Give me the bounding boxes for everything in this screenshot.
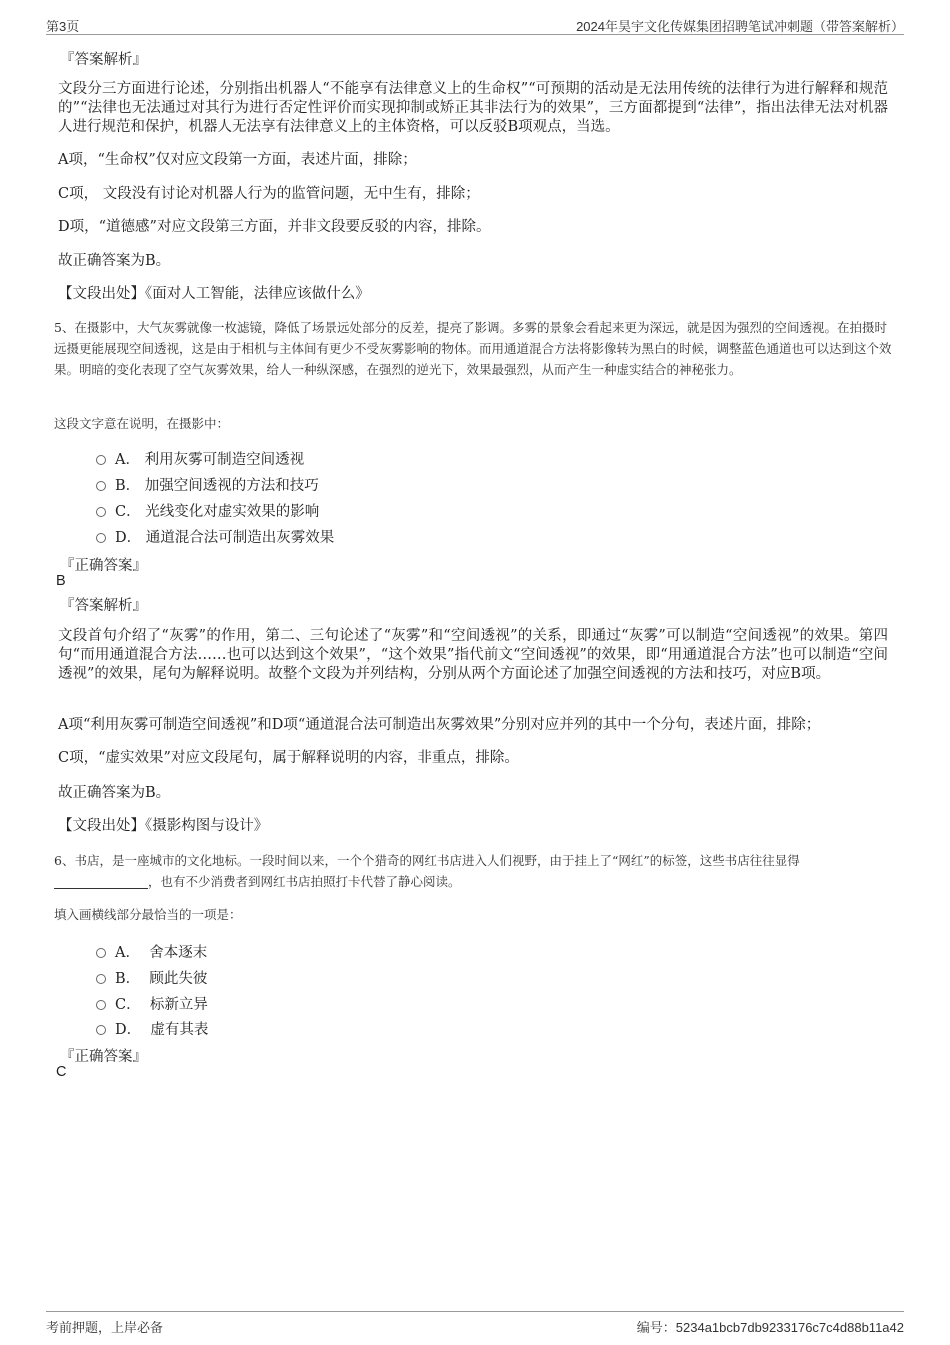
radio-button-icon[interactable] <box>96 507 106 517</box>
document-title: 2024年昊宇文化传媒集团招聘笔试冲刺题（带答案解析） <box>576 19 904 34</box>
analysis-text: 文段分三方面进行论述，分别指出机器人“不能享有法律意义上的生命权”“可预期的活动是无法用传统的法律行为进行解释和规范的”“法律也无法通过对其行为进行否定性评价而实现抑制或矫正其非法行为的效果”，三方面都提到“法律”，指出法律无法对机器人进行规范和保护，机器人无法享有法律意义上的主体资格，可以反驳B项观点，当选。 <box>58 81 888 135</box>
correct-answer: B <box>56 573 66 589</box>
option-a-note: A项，“生命权”仅对应文段第一方面，表述片面，排除； <box>58 152 417 168</box>
correct-answer: C <box>56 1064 67 1080</box>
radio-button-icon[interactable] <box>96 1000 106 1010</box>
radio-button-icon[interactable] <box>96 481 106 491</box>
option-c-note: C项， 文段没有讨论对机器人行为的监管问题，无中生有，排除； <box>58 186 480 202</box>
question-5-option-b[interactable]: B． 加强空间透视的方法和技巧 <box>96 474 319 496</box>
question-5-option-a[interactable]: A． 利用灰雾可制造空间透视 <box>96 448 304 470</box>
radio-button-icon[interactable] <box>96 455 106 465</box>
question-6-option-b[interactable]: B． 顾此失彼 <box>96 967 207 989</box>
source-citation: 【文段出处】《摄影构图与设计》 <box>58 818 269 834</box>
question-6-option-a[interactable]: A． 舍本逐末 <box>96 941 207 963</box>
conclusion: 故正确答案为B。 <box>58 785 171 801</box>
question-6-stem: 6、书店，是一座城市的文化地标。一段时间以来，一个个猎奇的网红书店进入人们视野，由于挂上了“网红”的标签，这些书店往往显得 ，也有不少消费者到网红书店拍照打卡代替了静心阅读。 <box>54 853 800 889</box>
page-footer <box>46 1311 904 1336</box>
correct-answer-label: 『正确答案』 <box>60 558 147 574</box>
radio-button-icon[interactable] <box>96 533 106 543</box>
fill-in-blank <box>54 876 148 889</box>
footer-slogan: 考前押题，上岸必备 <box>46 1320 164 1335</box>
question-5-option-c[interactable]: C． 光线变化对虚实效果的影响 <box>96 500 319 522</box>
conclusion: 故正确答案为B。 <box>58 253 171 269</box>
question-6-option-d[interactable]: D． 虚有其表 <box>96 1018 208 1040</box>
option-c-note: C项，“虚实效果”对应文段尾句，属于解释说明的内容，非重点，排除。 <box>58 750 519 766</box>
analysis-label: 『答案解析』 <box>60 598 147 614</box>
radio-button-icon[interactable] <box>96 948 106 958</box>
question-5-prompt: 这段文字意在说明，在摄影中： <box>54 416 230 431</box>
question-5-option-d[interactable]: D． 通道混合法可制造出灰雾效果 <box>96 526 334 548</box>
question-5-stem: 5、在摄影中，大气灰雾就像一枚滤镜，降低了场景远处部分的反差，提亮了影调。多雾的景象会看起来更为深远，就是因为强烈的空间透视。在拍摄时远摄更能展现空间透视，这是由于相机与主体间有更少不受灰雾影响的物体。而用通道混合方法将影像转为黑白的时候，调整蓝色通道也可以达到这个效果。明暗的变化表现了空气灰雾效果，给人一种纵深感，在强烈的逆光下，效果最强烈，从而产生一种虚实结合的神秘张力。 <box>54 320 892 377</box>
option-ad-note: A项“利用灰雾可制造空间透视”和D项“通道混合法可制造出灰雾效果”分别对应并列的其中一个分句，表述片面，排除； <box>58 717 821 733</box>
analysis-label: 『答案解析』 <box>60 52 147 68</box>
question-6-option-c[interactable]: C． 标新立异 <box>96 993 208 1015</box>
document-serial: 编号：5234a1bcb7db9233176c7c4d88b11a42 <box>636 1320 904 1335</box>
option-d-note: D项，“道德感”对应文段第三方面，并非文段要反驳的内容，排除。 <box>58 219 491 235</box>
source-citation: 【文段出处】《面对人工智能，法律应该做什么》 <box>58 286 370 302</box>
analysis-text: 文段首句介绍了“灰雾”的作用，第二、三句论述了“灰雾”和“空间透视”的关系，即通过“灰雾”可以制造“空间透视”的效果。第四句“而用通道混合方法……也可以达到这个效果”，“这个效果”指代前文“空间透视”的效果，即“用通道混合方法”也可以制造“空间透视”的效果，尾句为解释说明。故整个文段为并列结构，分别从两个方面论述了加强空间透视的方法和技巧，对应B项。 <box>58 628 888 682</box>
page-header <box>46 12 904 35</box>
question-6-prompt: 填入画横线部分最恰当的一项是： <box>54 907 242 922</box>
radio-button-icon[interactable] <box>96 1025 106 1035</box>
correct-answer-label: 『正确答案』 <box>60 1049 147 1065</box>
page-number: 第3页 <box>46 19 80 34</box>
radio-button-icon[interactable] <box>96 974 106 984</box>
